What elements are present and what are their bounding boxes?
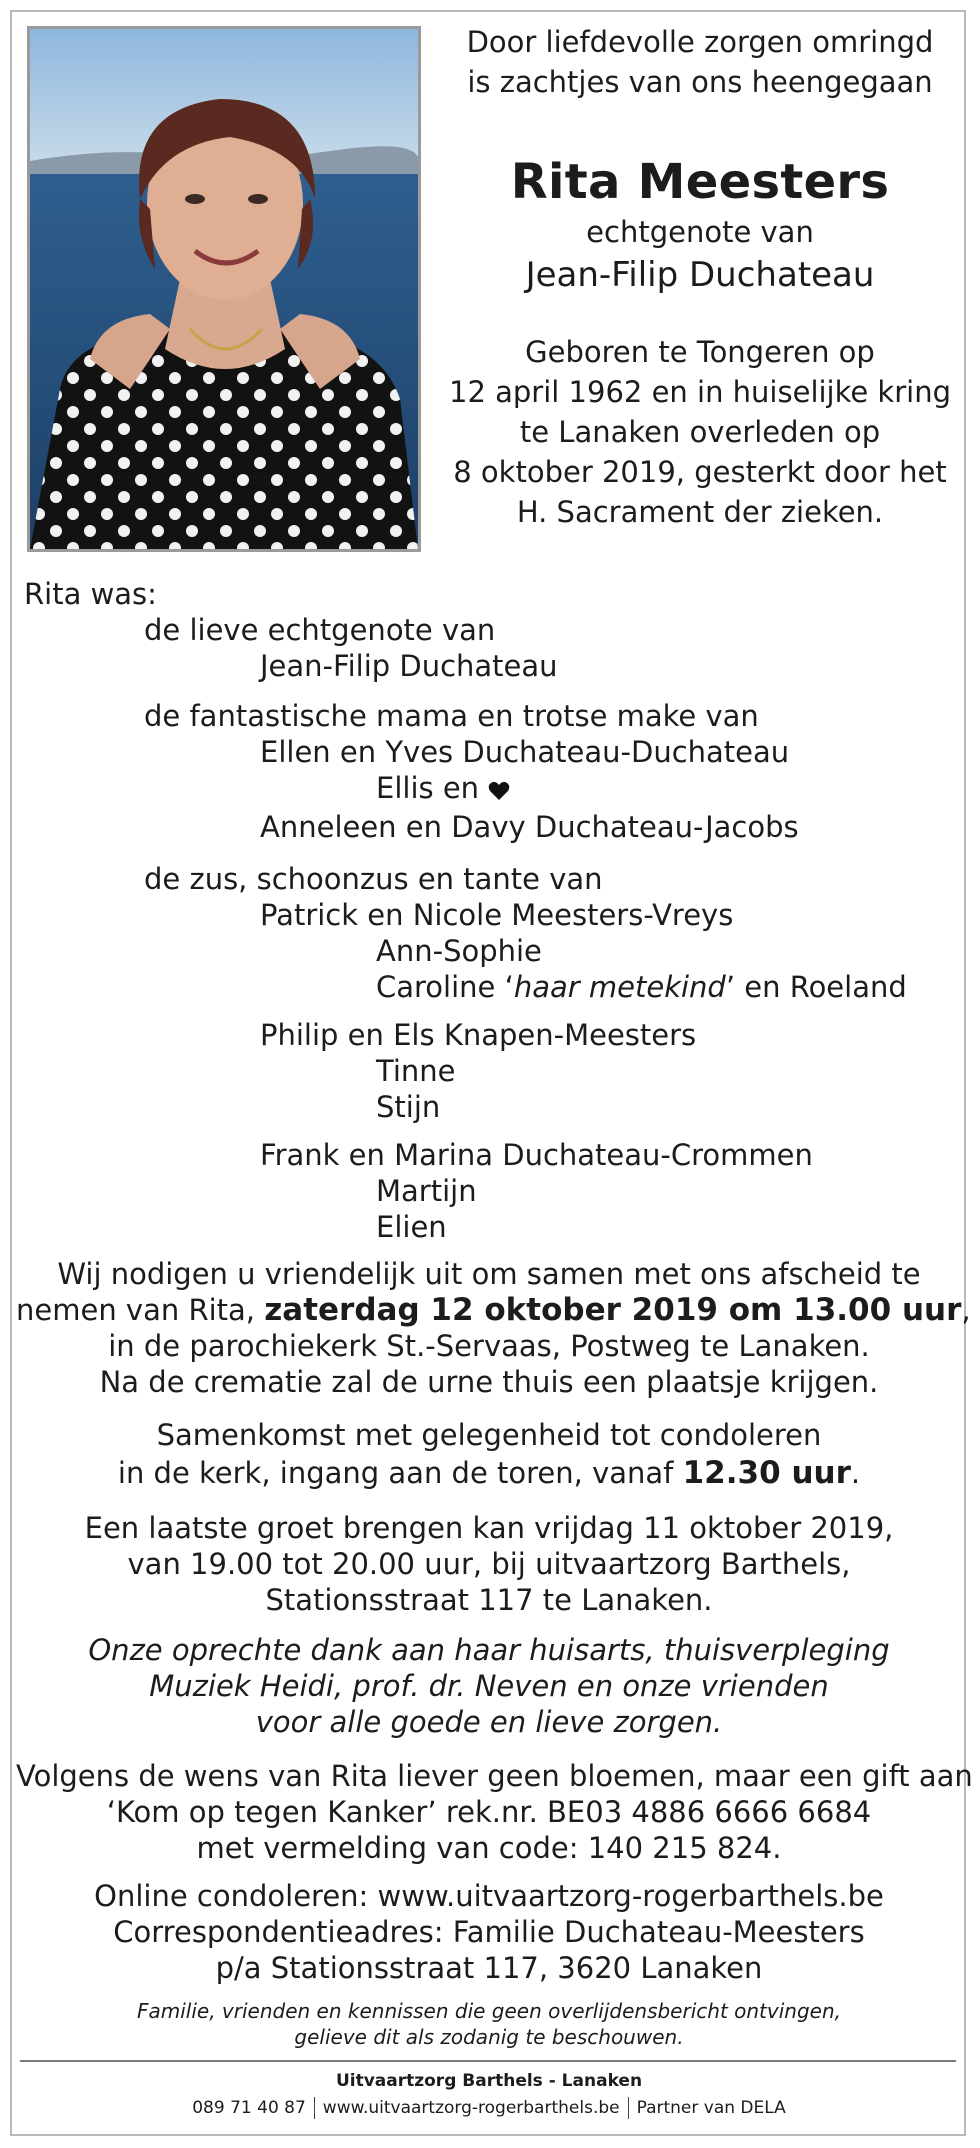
contact-line: p/a Stationsstraat 117, 3620 Lanaken — [215, 1951, 763, 1985]
gathering-line: in de kerk, ingang aan de toren, vanaf 12.30 uur. — [117, 1455, 861, 1491]
relative-name: Patrick en Nicole Meesters-Vreys — [260, 898, 734, 932]
relative-name: Stijn — [376, 1090, 441, 1124]
relative-name: Anneleen en Davy Duchateau-Jacobs — [260, 810, 799, 844]
intro-line: is zachtjes van ons heengegaan — [467, 65, 933, 99]
grandchild-row — [24, 770, 944, 809]
invitation-text — [16, 1256, 971, 1400]
header-block — [440, 22, 960, 532]
relative-name: Jean-Filip Duchateau — [260, 649, 558, 683]
invitation-line: Na de crematie zal de urne thuis een plaatsje krijgen. — [99, 1365, 879, 1399]
notice-text — [16, 1998, 962, 2050]
relative-name: Ellen en Yves Duchateau-Duchateau — [260, 735, 790, 769]
notice-line: Familie, vrienden en kennissen die geen overlijdensbericht ontvingen, — [137, 1999, 841, 2023]
donation-line: met vermelding van code: 140 215 824. — [196, 1831, 782, 1865]
invitation-line: nemen van Rita, zaterdag 12 oktober 2019 om 13.00 uur, — [16, 1292, 971, 1328]
birth-death-line: H. Sacrament der zieken. — [516, 495, 884, 529]
donation-line: ‘Kom op tegen Kanker’ rek.nr. BE03 4886 6666 6684 — [106, 1795, 872, 1829]
birth-death-text — [440, 332, 960, 532]
relative-name: Elien — [376, 1210, 447, 1244]
invitation-line: Wij nodigen u vriendelijk uit om samen met ons afscheid te — [57, 1257, 921, 1291]
deceased-name: Rita Meesters — [510, 154, 890, 210]
birth-death-line: Geboren te Tongeren op — [525, 335, 875, 369]
relative-note: haar metekind — [513, 970, 726, 1004]
contact-line: Online condoleren: www.uitvaartzorg-rogerbarthels.be — [94, 1879, 884, 1913]
thanks-line: Muziek Heidi, prof. dr. Neven en onze vrienden — [149, 1669, 829, 1703]
notice-line: gelieve dit als zodanig te beschouwen. — [294, 2025, 684, 2049]
footer-website: www.uitvaartzorg-rogerbarthels.be — [322, 2098, 620, 2118]
visit-line: van 19.00 tot 20.00 uur, bij uitvaartzorg Barthels, — [127, 1547, 851, 1581]
intro-line: Door liefdevolle zorgen omringd — [466, 25, 934, 59]
birth-death-line: te Lanaken overleden op — [519, 415, 881, 449]
relative-name: ’ en Roeland — [725, 970, 907, 1004]
thanks-line: Onze oprechte dank aan haar huisarts, thuisverpleging — [88, 1633, 890, 1667]
family-heading: Rita was: — [24, 577, 157, 611]
relative-name-row — [24, 969, 944, 1005]
footer-contact — [16, 2096, 962, 2120]
contact-line: Correspondentieadres: Familie Duchateau-Meesters — [113, 1915, 865, 1949]
visit-text — [16, 1510, 962, 1618]
relation-label: de lieve echtgenote van — [144, 613, 496, 647]
relation-label: de zus, schoonzus en tante van — [144, 862, 603, 896]
relative-name: Frank en Marina Duchateau-Crommen — [260, 1138, 813, 1172]
contact-text — [16, 1878, 962, 1986]
relative-name: Caroline ‘ — [376, 970, 514, 1004]
relative-name: Tinne — [376, 1054, 456, 1088]
birth-death-line: 12 april 1962 en in huiselijke kring — [449, 375, 951, 409]
thanks-line: voor alle goede en lieve zorgen. — [255, 1705, 723, 1739]
portrait-photo — [27, 26, 421, 552]
heart-icon — [488, 773, 510, 809]
gathering-text — [16, 1416, 962, 1492]
relative-name: Martijn — [376, 1174, 477, 1208]
funeral-datetime: zaterdag 12 oktober 2019 om 13.00 uur — [264, 1292, 962, 1328]
thanks-text — [16, 1632, 962, 1740]
visit-line: Een laatste groet brengen kan vrijdag 11 oktober 2019, — [84, 1511, 894, 1545]
relative-name: Philip en Els Knapen-Meesters — [260, 1018, 697, 1052]
footer-phone: 089 71 40 87 — [192, 2098, 306, 2118]
footer-divider — [20, 2060, 956, 2062]
footer-separator — [314, 2097, 315, 2119]
relative-name: Ann-Sophie — [376, 934, 542, 968]
visit-line: Stationsstraat 117 te Lanaken. — [265, 1583, 713, 1617]
donation-text — [16, 1758, 973, 1866]
family-list — [24, 576, 944, 1245]
birth-death-line: 8 oktober 2019, gesterkt door het — [453, 455, 947, 489]
invitation-line: in de parochiekerk St.-Servaas, Postweg te Lanaken. — [108, 1329, 870, 1363]
gathering-line: Samenkomst met gelegenheid tot condoleren — [156, 1418, 822, 1452]
footer-separator — [628, 2097, 629, 2119]
footer-partner: Partner van DELA — [636, 2098, 786, 2118]
spouse-name: Jean-Filip Duchateau — [525, 255, 875, 295]
donation-line: Volgens de wens van Rita liever geen bloemen, maar een gift aan — [16, 1759, 973, 1793]
gathering-time: 12.30 uur — [682, 1455, 851, 1491]
relation-label: de fantastische mama en trotse make van — [144, 699, 759, 733]
spouse-prefix: echtgenote van — [586, 215, 814, 249]
relative-name: Ellis en — [376, 771, 480, 805]
funeral-company: Uitvaartzorg Barthels - Lanaken — [335, 2071, 643, 2091]
